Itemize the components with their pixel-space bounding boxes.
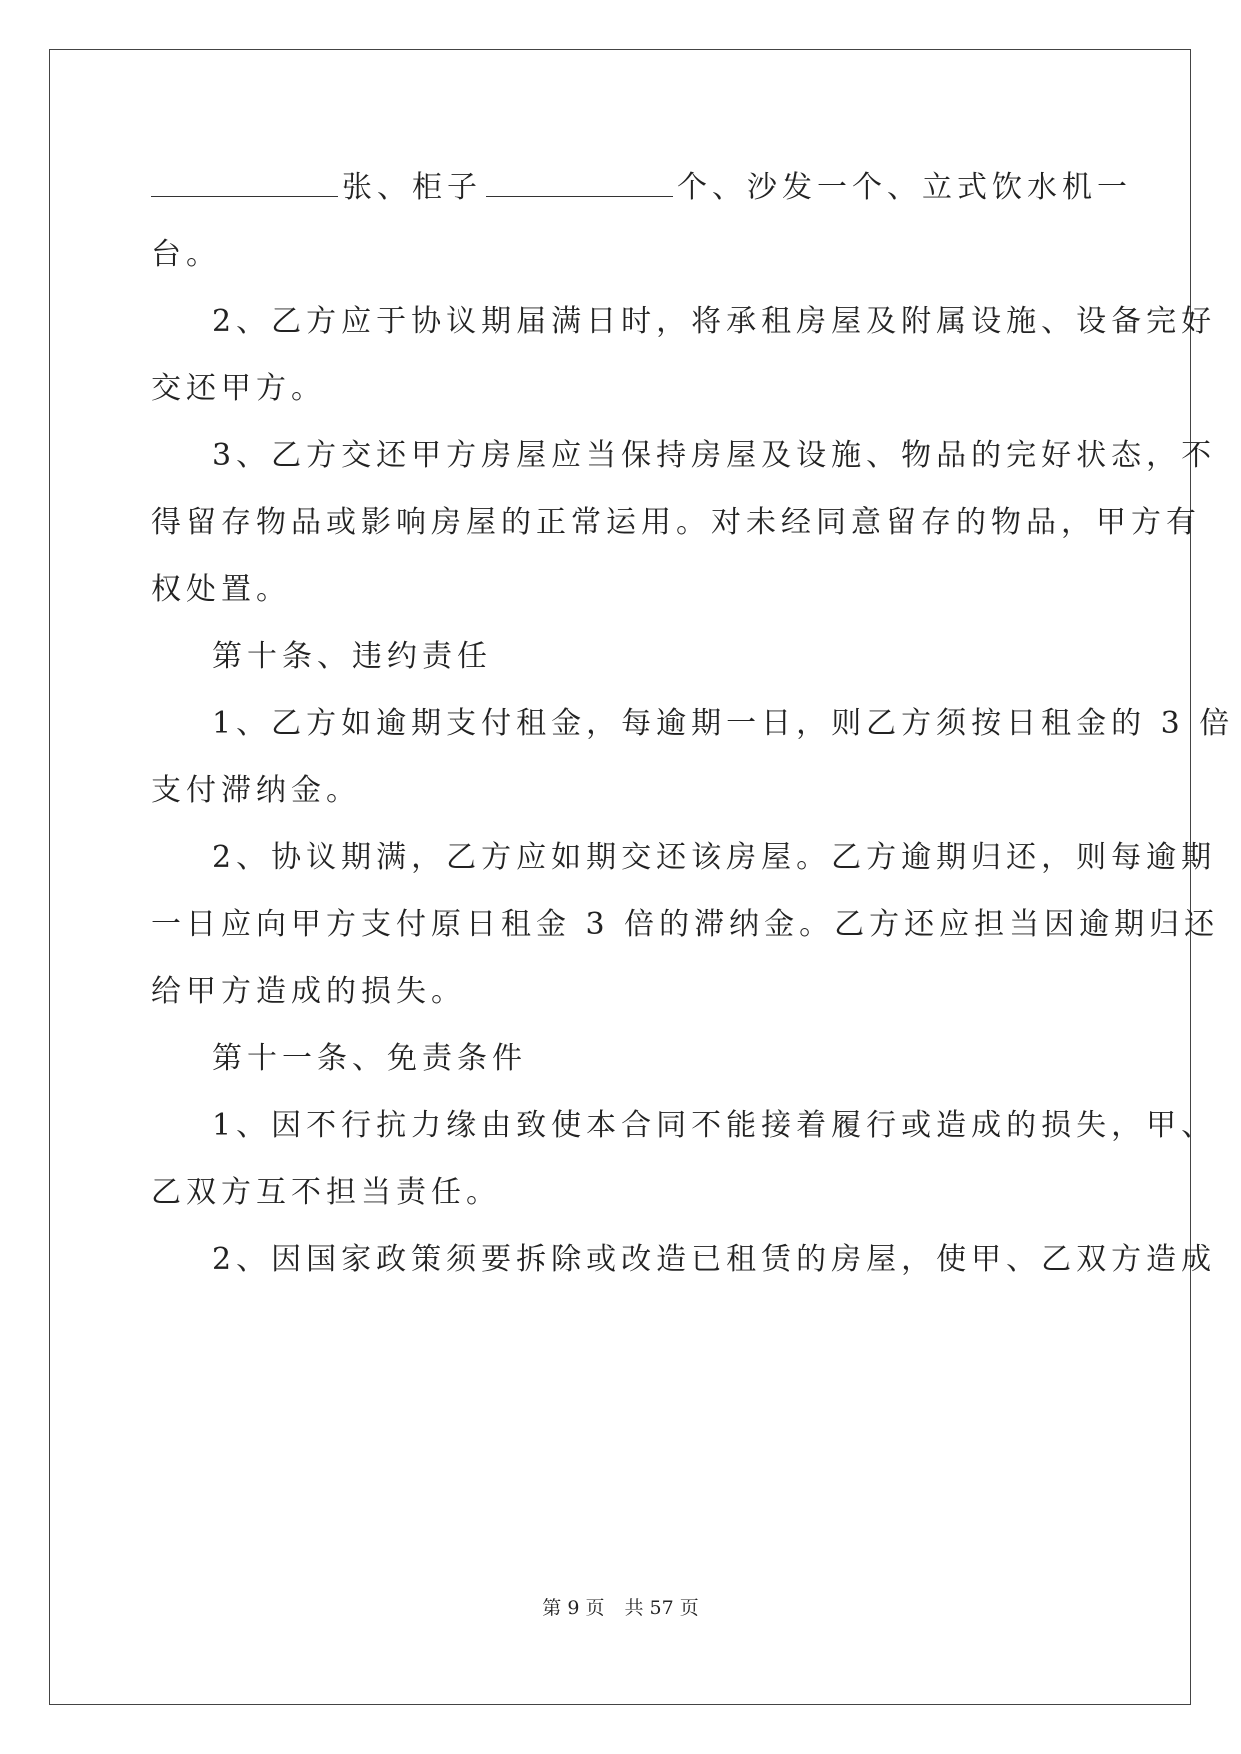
text-line-1 — [151, 163, 1132, 213]
paragraph-10-2-line-3: 给甲方造成的损失。 — [151, 974, 466, 1009]
paragraph-10-2-line-1: 2、协议期满，乙方应如期交还该房屋。乙方逾期归还，则每逾期 — [212, 840, 1217, 875]
page-total: 共 57 页 — [624, 1597, 699, 1619]
paragraph-item-2-line-1: 2、乙方应于协议期届满日时，将承租房屋及附属设施、设备完好 — [212, 304, 1217, 339]
paragraph-10-1-line-1: 1、乙方如逾期支付租金，每逾期一日，则乙方须按日租金的 3 倍 — [212, 706, 1235, 741]
text-segment-1: 张、柜子 — [342, 170, 482, 205]
text-line-2: 台。 — [151, 237, 221, 272]
fill-blank-2 — [486, 170, 673, 197]
paragraph-item-3-line-3: 权处置。 — [151, 572, 291, 607]
paragraph-11-2-line-1: 2、因国家政策须要拆除或改造已租赁的房屋，使甲、乙双方造成 — [212, 1242, 1217, 1277]
section-heading-11: 第十一条、免责条件 — [212, 1041, 527, 1076]
paragraph-11-1-line-1: 1、因不行抗力缘由致使本合同不能接着履行或造成的损失，甲、 — [212, 1108, 1217, 1143]
page-number: 第 9 页 — [542, 1597, 605, 1619]
paragraph-10-1-line-2: 支付滞纳金。 — [151, 773, 361, 808]
paragraph-item-3-line-2: 得留存物品或影响房屋的正常运用。对未经同意留存的物品，甲方有 — [151, 505, 1201, 540]
paragraph-item-3-line-1: 3、乙方交还甲方房屋应当保持房屋及设施、物品的完好状态，不 — [212, 438, 1217, 473]
paragraph-10-2-line-2: 一日应向甲方支付原日租金 3 倍的滞纳金。乙方还应担当因逾期归还 — [151, 907, 1220, 942]
page-footer — [0, 1593, 1241, 1620]
fill-blank-1 — [151, 170, 338, 197]
paragraph-item-2-line-2: 交还甲方。 — [151, 371, 326, 406]
section-heading-10: 第十条、违约责任 — [212, 639, 492, 674]
text-segment-2: 个、沙发一个、立式饮水机一 — [677, 170, 1132, 205]
paragraph-11-1-line-2: 乙双方互不担当责任。 — [151, 1175, 501, 1210]
